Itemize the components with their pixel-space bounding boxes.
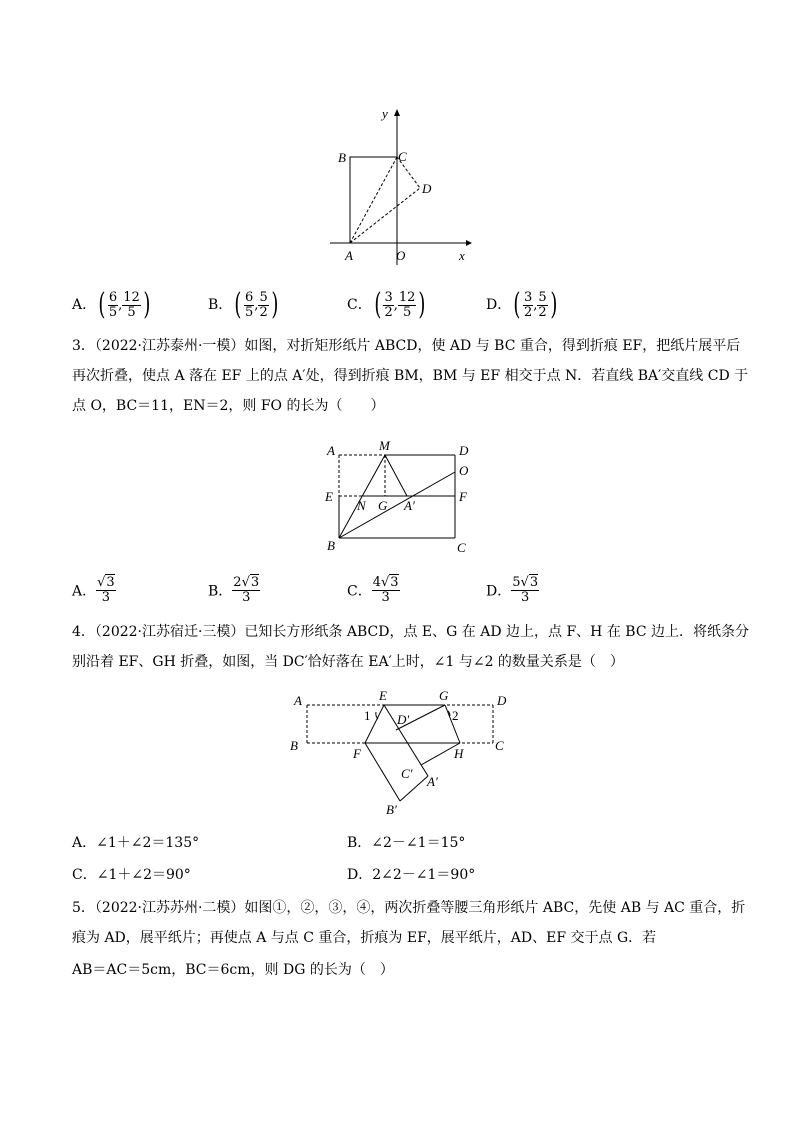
diagonal-ac: [350, 157, 397, 243]
radicand: 3: [250, 575, 260, 590]
segment-ma: [385, 455, 407, 496]
label-y: y: [382, 106, 388, 121]
q4-line-1: 4．（2022·江苏宿迁·三模）已知长方形纸条 ABCD，点 E、G 在 AD 边上，点 F、H 在 BC 边上．将纸条分: [72, 624, 750, 640]
y-axis-arrow: [394, 109, 400, 116]
label-angle-2: 2: [452, 708, 459, 723]
den: 2: [538, 304, 547, 320]
label-h: H: [454, 746, 464, 761]
option-letter: B．: [208, 583, 233, 600]
label-x: x: [459, 248, 465, 263]
option-letter: C．: [347, 583, 372, 600]
label-c: C: [495, 738, 504, 753]
radicand: 3: [390, 575, 399, 590]
label-b-prime: B′: [386, 802, 397, 817]
option-letter: B．: [208, 297, 233, 313]
option-letter: A．: [72, 297, 97, 313]
radicand: 3: [529, 575, 539, 590]
option-letter: D．: [486, 297, 512, 313]
coef: 4: [372, 575, 381, 590]
label-c-prime: C′: [401, 766, 413, 781]
den: 3: [521, 590, 530, 605]
label-o: O: [459, 463, 469, 478]
rectangle-edges: [350, 157, 397, 243]
fold-lines: [350, 157, 420, 243]
q4-option-d[interactable]: D．2∠2－∠1＝90°: [347, 867, 476, 883]
label-g: G: [439, 688, 449, 703]
label-b: B: [327, 538, 335, 553]
q5-line-1: 5．（2022·江苏苏州·二模）如图①，②，③，④，两次折叠等腰三角形纸片 ABC，先使 AB 与 AC 重合，折: [72, 900, 746, 916]
label-d: D: [497, 693, 507, 708]
label-c: C: [398, 149, 407, 164]
q3-option-d[interactable]: D． $\frac{5√3}{3}$: [486, 575, 539, 605]
label-n: N: [357, 498, 366, 513]
q4-option-b[interactable]: B．∠2－∠1＝15°: [347, 835, 466, 851]
label-a: A: [327, 443, 335, 458]
q5-line-2: 痕为 AD，展平纸片；再使点 A 与点 C 重合，折痕为 EF，展平纸片，AD、EF 交于点 G．若: [72, 930, 657, 946]
q4-line-2: 别沿着 EF、GH 折叠，如图，当 DC′恰好落在 EA′上时，∠1 与∠2 的数量关系是（ ）: [72, 654, 624, 670]
num: 3: [523, 289, 533, 305]
den: 3: [101, 590, 111, 605]
label-d: D: [422, 181, 432, 196]
label-a-prime: A′: [404, 498, 415, 513]
radicand: 3: [106, 575, 115, 590]
q2-option-b[interactable]: B．( $\frac{6}{5}$ , $\frac{5}{2}$ ): [208, 287, 279, 322]
q3-line-1: 3．（2022·江苏泰州·一模）如图，对折矩形纸片 ABCD，使 AD 与 BC 重合，得到折痕 EF，把纸片展平后: [72, 338, 741, 354]
coef: 5: [512, 575, 521, 590]
q5-line-3: AB＝AC＝5cm，BC＝6cm，则 DG 的长为（ ）: [72, 962, 394, 978]
num: 5: [538, 289, 547, 305]
label-e: E: [325, 489, 333, 504]
option-letter: A．: [72, 583, 97, 600]
label-angle-1: 1: [364, 708, 371, 723]
q4-option-c[interactable]: C．∠1＋∠2＝90°: [72, 867, 191, 883]
num: 5: [259, 289, 268, 305]
coef: 2: [233, 575, 242, 590]
den: 2: [259, 304, 268, 320]
num: 12: [398, 289, 416, 305]
den: 2: [384, 304, 393, 320]
den: 5: [245, 304, 254, 320]
q2-coordinate-figure: [320, 100, 480, 270]
q2-option-a[interactable]: A．( $\frac{6}{5}$ , $\frac{12}{5}$ ): [72, 287, 151, 322]
option-letter: D．: [486, 583, 512, 600]
label-a: A: [345, 248, 353, 263]
q3-option-c[interactable]: C． $\frac{4√3}{3}$: [347, 575, 399, 605]
q2-option-c[interactable]: C．( $\frac{3}{2}$ , $\frac{12}{5}$ ): [347, 287, 426, 322]
label-a: A: [294, 693, 302, 708]
x-axis-arrow: [466, 240, 472, 246]
label-c: C: [457, 540, 466, 555]
den: 3: [242, 590, 251, 605]
den: 3: [381, 590, 390, 605]
angle-1-arc: [376, 712, 378, 719]
num: 6: [108, 289, 118, 305]
label-a-prime: A′: [427, 774, 438, 789]
q3-line-3: 点 O，BC＝11，EN＝2，则 FO 的长为（ ）: [72, 398, 385, 414]
label-d: D: [459, 443, 469, 458]
label-d-prime: D′: [397, 712, 410, 727]
label-b: B: [290, 738, 298, 753]
label-f: F: [459, 489, 467, 504]
q4-option-a[interactable]: A．∠1＋∠2＝135°: [72, 835, 200, 851]
den: 5: [127, 304, 136, 320]
den: 5: [108, 304, 118, 320]
q3-rectangle-fold-figure: [315, 438, 485, 558]
num: 3: [384, 289, 393, 305]
num: 6: [245, 289, 254, 305]
option-letter: C．: [347, 297, 372, 313]
label-m: M: [379, 438, 390, 453]
label-o: O: [396, 248, 406, 263]
label-f: F: [353, 746, 361, 761]
num: 12: [123, 289, 140, 305]
q3-option-b[interactable]: B． $\frac{2√3}{3}$: [208, 575, 260, 605]
label-e: E: [379, 688, 387, 703]
q3-option-a[interactable]: A． $\frac{√3}{3}$: [72, 575, 115, 605]
label-b: B: [338, 150, 346, 165]
q2-option-d[interactable]: D．( $\frac{3}{2}$ , $\frac{5}{2}$ ): [486, 287, 558, 322]
q4-paper-strip-figure: [280, 683, 520, 823]
label-g: G: [378, 498, 388, 513]
segment-fb-prime: [365, 743, 400, 801]
den: 2: [523, 304, 533, 320]
q3-line-2: 再次折叠，使点 A 落在 EF 上的点 A′处，得到折痕 BM，BM 与 EF 相交于点 N．若直线 BA′交直线 CD 于: [72, 368, 749, 384]
den: 5: [402, 304, 412, 320]
